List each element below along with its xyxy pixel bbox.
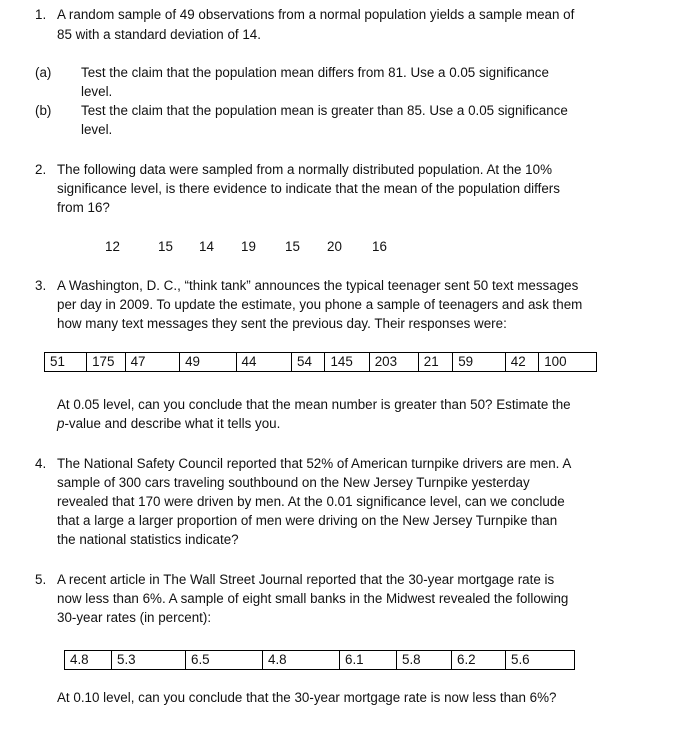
q2-line: The following data were sampled from a normally distributed population. At the 10%: [57, 162, 552, 177]
table-cell: 6.5: [186, 651, 263, 670]
table-cell: 203: [369, 353, 418, 372]
table-cell: 100: [539, 353, 597, 372]
table-cell: 59: [453, 353, 506, 372]
q1-line: 85 with a standard deviation of 14.: [57, 27, 261, 42]
table-cell: 44: [236, 353, 291, 372]
table-cell: 6.2: [452, 651, 506, 670]
q2-data-value: 20: [327, 239, 342, 254]
q3-after-line: At 0.05 level, can you conclude that the mean number is greater than 50? Estimate the: [57, 397, 571, 412]
q1b-line: level.: [81, 122, 113, 137]
q3-line: how many text messages they sent the previous day. Their responses were:: [57, 316, 507, 331]
q2-data-value: 15: [285, 239, 300, 254]
table-cell: 4.8: [65, 651, 112, 670]
p-italic: p: [57, 416, 65, 431]
table-cell: 47: [125, 353, 180, 372]
table-cell: 42: [505, 353, 538, 372]
table-cell: 5.3: [112, 651, 186, 670]
table-cell: 5.8: [397, 651, 452, 670]
q1b-line: Test the claim that the population mean is greater than 85. Use a 0.05 significance: [81, 103, 568, 118]
q5-line: 30-year rates (in percent):: [57, 610, 212, 625]
q5-line: now less than 6%. A sample of eight small banks in the Midwest revealed the following: [57, 591, 569, 606]
table-cell: 4.8: [263, 651, 340, 670]
q4-line: the national statistics indicate?: [57, 532, 239, 547]
table-cell: 51: [45, 353, 87, 372]
q1b-label: (b): [35, 103, 52, 118]
q2-data-value: 14: [199, 239, 214, 254]
q5-data-table: [64, 650, 575, 670]
q4-line: sample of 300 cars traveling southbound on the New Jersey Turnpike yesterday: [57, 475, 530, 490]
q4-line: that a large a larger proportion of men were driving on the New Jersey Turnpike than: [57, 513, 558, 528]
q2-line: significance level, is there evidence to indicate that the mean of the population differs: [57, 181, 560, 196]
q2-data-value: 12: [105, 239, 120, 254]
q2-data-value: 16: [372, 239, 387, 254]
q3-after-line: [57, 415, 280, 433]
q3-line: per day in 2009. To update the estimate, you phone a sample of teenagers and ask them: [57, 297, 583, 312]
q1a-line: level.: [81, 84, 113, 99]
q3-line: A Washington, D. C., “think tank” announces the typical teenager sent 50 text messages: [57, 278, 579, 293]
q2-data-value: 19: [241, 239, 256, 254]
q5-number: 5.: [35, 572, 47, 587]
table-cell: 54: [292, 353, 325, 372]
q5-after-line: At 0.10 level, can you conclude that the 30-year mortgage rate is now less than 6%?: [57, 690, 557, 705]
table-cell: 6.1: [340, 651, 397, 670]
q2-number: 2.: [35, 162, 47, 177]
q3-number: 3.: [35, 278, 47, 293]
table-cell: 49: [180, 353, 236, 372]
table-cell: 5.6: [506, 651, 575, 670]
q1-line: A random sample of 49 observations from a normal population yields a sample mean of: [57, 7, 575, 22]
table-cell: 145: [325, 353, 369, 372]
q2-data-value: 15: [158, 239, 173, 254]
q1a-label: (a): [35, 65, 52, 80]
q4-line: The National Safety Council reported that 52% of American turnpike drivers are men. A: [57, 456, 572, 471]
q4-line: revealed that 170 were driven by men. At the 0.01 significance level, can we conclude: [57, 494, 565, 509]
table-row: [45, 353, 597, 372]
q2-line: from 16?: [57, 200, 110, 215]
table-cell: 175: [87, 353, 126, 372]
q1-number: 1.: [35, 7, 47, 22]
q3-after-text: -value and describe what it tells you.: [64, 416, 281, 431]
q1a-line: Test the claim that the population mean differs from 81. Use a 0.05 significance: [81, 65, 549, 80]
q4-number: 4.: [35, 456, 47, 471]
q5-line: A recent article in The Wall Street Journal reported that the 30-year mortgage rate is: [57, 572, 555, 587]
table-cell: 21: [418, 353, 452, 372]
q3-data-table: [44, 352, 597, 372]
table-row: [65, 651, 575, 670]
